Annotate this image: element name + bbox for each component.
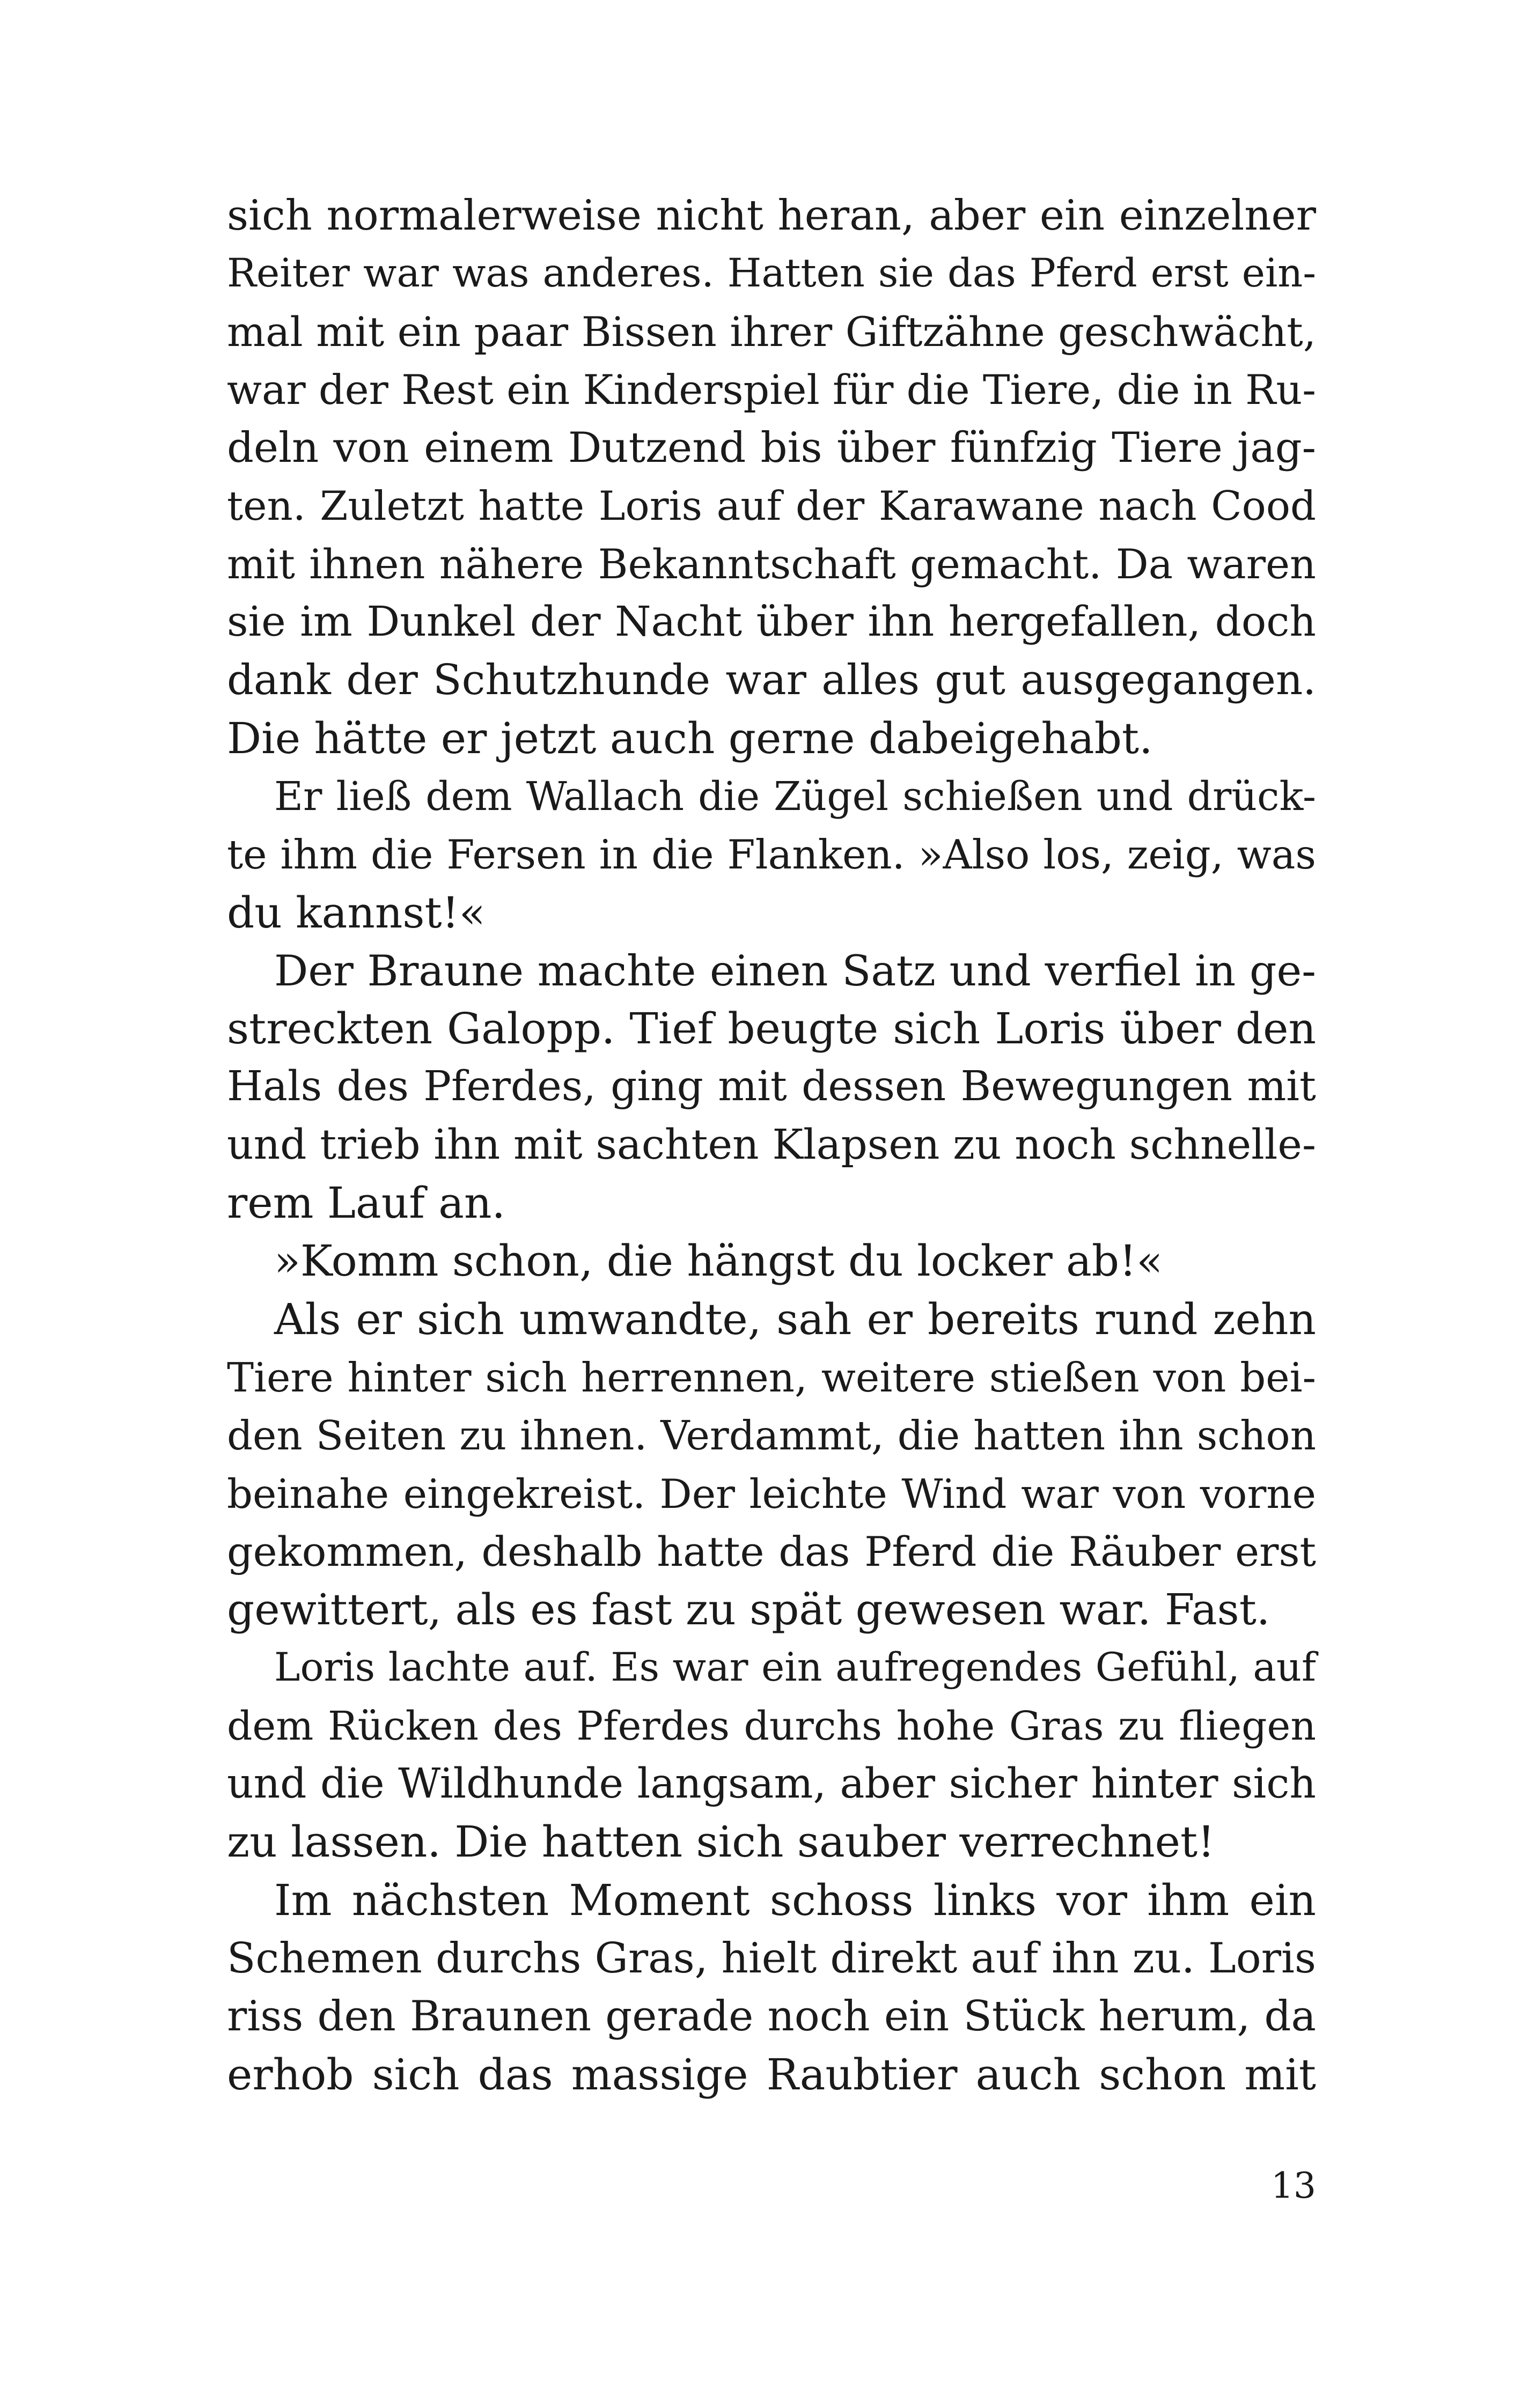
- paragraph-first-line: Er ließ dem Wallach die Zügel schießen und drück-: [274, 773, 1316, 820]
- text-line: Die hätte er jetzt auch gerne dabeigehabt.: [227, 713, 1153, 763]
- text-line: sie im Dunkel der Nacht über ihn hergefallen, doch: [227, 598, 1316, 646]
- text-line: mit ihnen nähere Bekanntschaft gemacht. Da waren: [227, 540, 1316, 588]
- text-line: mal mit ein paar Bissen ihrer Giftzähne geschwächt,: [227, 307, 1316, 356]
- text-line: rem Lauf an.: [227, 1178, 505, 1228]
- text-line: riss den Braunen gerade noch ein Stück herum, da: [227, 1992, 1316, 2041]
- text-line: deln von einem Dutzend bis über fünfzig Tiere jag-: [227, 424, 1316, 473]
- text-line: du kannst!«: [227, 887, 486, 938]
- body-text: [227, 187, 1316, 2104]
- text-line: beinahe eingekreist. Der leichte Wind war von vorne: [227, 1470, 1316, 1518]
- text-line: ten. Zuletzt hatte Loris auf der Karawane nach Cood: [227, 482, 1316, 530]
- text-line: te ihm die Fersen in die Flanken. »Also los, zeig, was: [227, 831, 1316, 879]
- page-number: 13: [1271, 2165, 1316, 2206]
- text-line: Reiter war was anderes. Hatten sie das Pferd erst ein-: [227, 251, 1316, 297]
- text-line: sich normalerweise nicht heran, aber ein einzelner: [227, 192, 1316, 240]
- text-line: und trieb ihn mit sachten Klapsen zu noch schnelle-: [227, 1121, 1316, 1169]
- text-line: gekommen, deshalb hatte das Pferd die Räuber erst: [227, 1527, 1316, 1575]
- text-line: und die Wildhunde langsam, aber sicher hinter sich: [227, 1760, 1316, 1808]
- text-line: Schemen durchs Gras, hielt direkt auf ihn zu. Loris: [227, 1934, 1316, 1983]
- text-line: Hals des Pferdes, ging mit dessen Bewegungen mit: [227, 1063, 1316, 1111]
- text-line: erhob sich das massige Raubtier auch schon mit: [227, 2049, 1316, 2100]
- text-line: dank der Schutzhunde war alles gut ausgegangen.: [227, 656, 1316, 705]
- text-line: dem Rücken des Pferdes durchs hohe Gras zu fliegen: [227, 1703, 1316, 1749]
- paragraph-first-line: Als er sich umwandte, sah er bereits rund zehn: [274, 1294, 1316, 1344]
- text-line: den Seiten zu ihnen. Verdammt, die hatten ihn schon: [227, 1412, 1316, 1460]
- text-line: Tiere hinter sich herrennen, weitere stießen von bei-: [227, 1353, 1316, 1401]
- text-line: streckten Galopp. Tief beugte sich Loris über den: [227, 1004, 1316, 1054]
- text-line: war der Rest ein Kinderspiel für die Tiere, die in Ru-: [227, 365, 1316, 414]
- paragraph-first-line: Loris lachte auf. Es war ein aufregendes Gefühl, auf: [274, 1645, 1316, 1691]
- paragraph-first-line: Im nächsten Moment schoss links vor ihm ein: [274, 1875, 1316, 1925]
- paragraph-first-line: Der Braune machte einen Satz und verfiel in ge-: [274, 946, 1316, 996]
- text-line: gewittert, als es fast zu spät gewesen war. Fast.: [227, 1585, 1270, 1635]
- paragraph-first-line: »Komm schon, die hängst du locker ab!«: [274, 1236, 1163, 1286]
- text-line: zu lassen. Die hatten sich sauber verrechnet!: [227, 1817, 1215, 1867]
